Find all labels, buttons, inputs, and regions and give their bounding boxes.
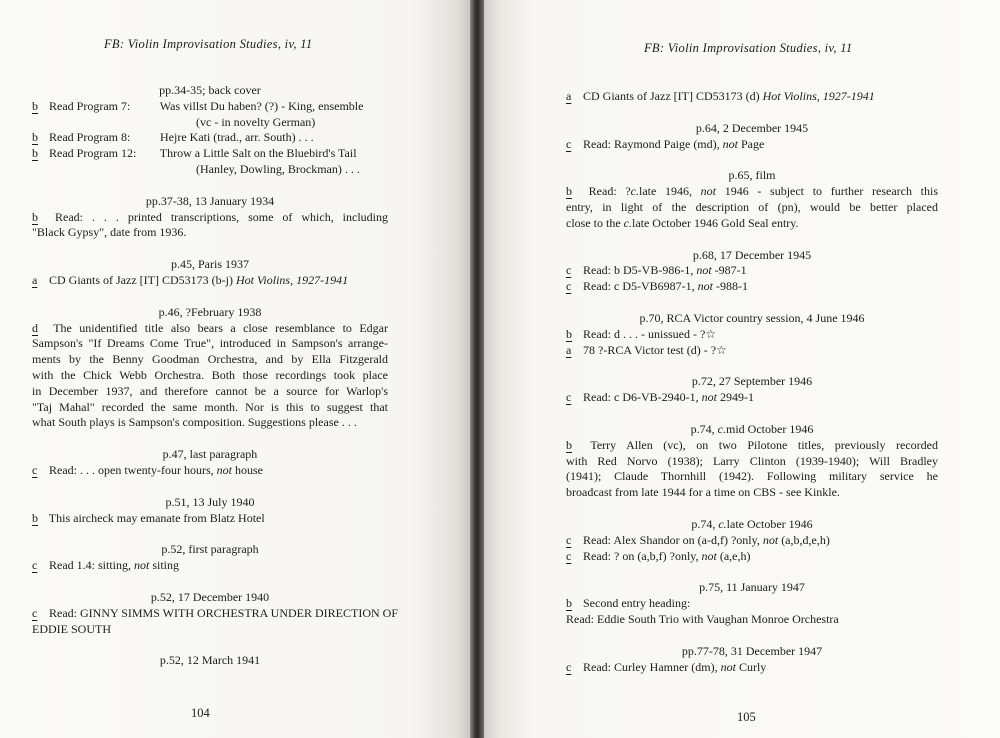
entry-heading: p.70, RCA Victor country session, 4 June 1946 (639, 310, 865, 325)
entry-text: late 1946, (639, 184, 692, 199)
entry-line (32, 99, 388, 115)
entry-heading-text: late October 1946 (726, 516, 813, 531)
not-word: not (700, 184, 717, 199)
entry-mark: b (32, 98, 38, 113)
entry-p45 (32, 257, 388, 289)
entry-line (566, 596, 938, 612)
entry-line: (Hanley, Dowling, Brockman) . . . (196, 161, 360, 176)
entry-p68 (566, 248, 938, 295)
entry-line: entry, in light of the description of (pn), would be better placed (566, 199, 938, 214)
entry-line (32, 210, 388, 226)
entry-mark: c (566, 136, 572, 151)
entry-mark: b (32, 510, 38, 525)
entry-mark: c (32, 605, 38, 620)
entry-mark: a (566, 89, 572, 103)
entry-mark: b (566, 326, 572, 341)
entry-line (566, 390, 938, 406)
entry-text: Second entry heading: (583, 596, 691, 611)
entry-mark: b (32, 130, 38, 145)
entry-text: Read: b D5-VB-986-1, (583, 263, 694, 278)
entry-p46 (32, 305, 388, 431)
right-page (484, 0, 1000, 738)
entry-text: This aircheck may emanate from Blatz Hotel (48, 510, 265, 525)
entry-heading: p.52, first paragraph (161, 542, 259, 557)
page-number: 104 (191, 706, 210, 720)
entry-line: "Taj Mahal" recorded the same month. Nor is this to suggest that (32, 399, 388, 414)
not-word: not (216, 462, 232, 477)
entry-text: Read: GINNY SIMMS WITH ORCHESTRA UNDER DIRECTION OF (49, 605, 399, 620)
entry-p47 (32, 447, 388, 479)
page-number: 105 (737, 710, 756, 724)
entry-p75 (566, 580, 938, 627)
entry-text: 1946 - subject to further research this (724, 184, 938, 199)
entry-mark: b (566, 596, 572, 611)
entry-line (566, 216, 938, 232)
entry-line (566, 343, 938, 359)
entry-heading: p.72, 27 September 1946 (691, 374, 813, 389)
entry-heading: p.47, last paragraph (162, 447, 258, 462)
entry-text: CD Giants of Jazz [IT] CD53173 (d) (583, 89, 760, 103)
entry-mark: b (32, 209, 38, 224)
entry-heading: p.64, 2 December 1945 (695, 120, 809, 135)
entry-heading: pp.34-35; back cover (159, 83, 261, 97)
entry-p65 (566, 168, 938, 231)
not-word: not (697, 279, 713, 294)
entry-line (32, 321, 388, 337)
entry-mark: c (566, 659, 572, 674)
entry-text: 78 ?-RCA Victor test (d) - ?☆ (583, 342, 727, 357)
entry-p74-late (566, 517, 938, 564)
entry-p51 (32, 495, 388, 527)
entry-line (566, 327, 938, 343)
entry-heading (566, 422, 938, 438)
entry-text: Read: ? (588, 184, 631, 199)
album-title: Hot Violins, 1927-1941 (762, 89, 875, 103)
entry-heading: p.75, 11 January 1947 (699, 580, 805, 595)
entry-text: Read: . . . open twenty-four hours, (49, 462, 214, 477)
entry-line: (1941); Claude Thornhill (1942). Following military service he (566, 469, 938, 484)
entry-mark: b (32, 146, 38, 161)
entry-p70 (566, 311, 938, 358)
running-header: FB: Violin Improvisation Studies, iv, 11 (644, 41, 853, 55)
entry-line (32, 463, 388, 479)
entry-mark: c (566, 548, 572, 563)
entry-line (566, 137, 938, 153)
entry-text: Read: Curley Hamner (dm), (583, 659, 718, 674)
entry-heading: p.51, 13 July 1940 (165, 494, 255, 509)
entry-text: Read: Alex Shandor on (a-d,f) ?only, (583, 532, 760, 547)
circa-abbrev: c. (717, 421, 726, 436)
entry-heading: p.65, film (728, 168, 776, 183)
entry-label: Read Program 12: (49, 146, 137, 161)
entry-text: close to the (566, 215, 621, 230)
entry-line: Sampson's "If Dreams Come True", introduced in Sampson's arrange- (32, 336, 388, 351)
entry-line (566, 279, 938, 295)
entry-line: with Red Norvo (1938); Larry Clinton (1939-1940); Will Bradley (566, 453, 938, 468)
entry-pp77-78 (566, 644, 938, 676)
circa-abbrev: c. (623, 215, 632, 230)
entry-heading-text: p.74, (690, 421, 715, 436)
entry-text: Hejre Kati (trad., arr. South) . . . (160, 130, 314, 145)
entry-text: late October 1946 Gold Seal entry. (631, 215, 799, 230)
entry-text: Terry Allen (vc), on two Pilotone titles, previously recorded (590, 437, 938, 452)
entry-mark: b (566, 437, 572, 452)
entry-text: 2949-1 (719, 390, 754, 405)
entry-mark: c (32, 558, 38, 573)
entry-line (32, 511, 388, 527)
not-word: not (722, 136, 738, 151)
book-gutter (470, 0, 484, 738)
entry-p72 (566, 374, 938, 406)
circa-abbrev: c. (718, 516, 727, 531)
entry-text: -988-1 (716, 279, 748, 294)
entry-line: (vc - in novelty German) (196, 114, 316, 129)
not-word: not (762, 532, 779, 547)
entry-heading: p.46, ?February 1938 (158, 304, 262, 319)
entry-line: in December 1937, and therefore cannot be a source for Warlop's (32, 383, 388, 398)
entry-mark: c (566, 263, 572, 278)
entry-mark: b (566, 184, 572, 199)
entry-text: Read: ? on (a,b,f) ?only, (583, 548, 699, 563)
not-word: not (720, 659, 736, 674)
not-word: not (701, 548, 717, 563)
entries-right (566, 89, 938, 675)
entry-text: CD Giants of Jazz [IT] CD53173 (b-j) (49, 272, 233, 287)
entry-mark: a (566, 342, 572, 357)
entry-text: Curly (738, 659, 767, 674)
entry-label: Read Program 8: (49, 130, 131, 145)
entry-text: Read: c D5-VB6987-1, (583, 279, 695, 294)
entry-heading: p.68, 17 December 1945 (692, 247, 812, 262)
entry-heading: pp.77-78, 31 December 1947 (681, 643, 823, 658)
entry-text: siting (152, 558, 180, 573)
entry-text: Throw a Little Salt on the Bluebird's Tail (159, 146, 357, 161)
entry-pp34-35 (32, 83, 388, 178)
entry-text: Page (740, 136, 765, 151)
entry-text: Was villst Du haben? (?) - King, ensemble (159, 98, 364, 113)
entry-line: ments by the Benny Goodman Orchestra, and by Ella Fitzgerald (32, 352, 388, 367)
entry-line (566, 438, 938, 454)
entry-heading: p.52, 12 March 1941 (159, 653, 261, 668)
entry-heading (566, 517, 938, 533)
entry-text: Read 1.4: sitting, (49, 558, 131, 573)
entry-line (566, 263, 938, 279)
circa-abbrev: c. (630, 184, 639, 199)
entry-line (566, 89, 938, 105)
entry-heading: p.45, Paris 1937 (171, 257, 249, 272)
entry-p64 (566, 121, 938, 153)
entry-text: -987-1 (714, 263, 747, 278)
entry-p52-dec (32, 589, 399, 637)
entry-mark: c (566, 390, 572, 405)
entry-line: what South plays is Sampson's composition. Suggestions please . . . (32, 415, 357, 430)
entry-line (32, 558, 388, 574)
entry-mark: c (566, 532, 572, 547)
entry-heading-text: p.74, (691, 516, 716, 531)
entry-heading-text: mid October 1946 (726, 421, 814, 436)
entry-line: "Black Gypsy", date from 1936. (32, 225, 187, 240)
entry-text: house (234, 462, 263, 477)
entry-text: (a,b,d,e,h) (781, 532, 830, 547)
entry-heading: pp.37-38, 13 January 1934 (145, 193, 275, 208)
entry-mark: c (566, 279, 572, 294)
entry-mark: d (32, 320, 38, 335)
entry-text: Read: . . . printed transcriptions, some of which, including (54, 209, 389, 224)
entry-line (32, 273, 388, 289)
entry-line: with the Chick Webb Orchestra. Both those recordings took place (32, 367, 388, 382)
entry-mark: a (32, 272, 38, 287)
entry-line (566, 533, 938, 549)
entry-line: EDDIE SOUTH (32, 621, 111, 636)
not-word: not (701, 390, 717, 405)
entry-p52-mar (32, 653, 388, 669)
entry-line: Read: Eddie South Trio with Vaughan Monroe Orchestra (566, 611, 839, 626)
entry-text: Read: d . . . - unissued - ?☆ (583, 326, 717, 341)
entry-line (566, 549, 938, 565)
entry-text: Read: Raymond Paige (md), (583, 136, 720, 151)
entry-line (566, 184, 938, 200)
entry-pp37-38 (32, 194, 388, 241)
not-word: not (134, 558, 150, 573)
album-title: Hot Violins, 1927-1941 (235, 272, 349, 287)
entry-line (32, 130, 388, 146)
entry-p74-mid (566, 422, 938, 501)
entry-p52-first (32, 542, 388, 574)
entry-mark: c (32, 462, 38, 477)
entry-text: (a,e,h) (719, 548, 751, 563)
entry-line: broadcast from late 1944 for a time on CBS - see Kinkle. (566, 485, 840, 500)
running-header: FB: Violin Improvisation Studies, iv, 11 (104, 37, 313, 51)
not-word: not (696, 263, 712, 278)
entry-text: Read: c D6-VB-2940-1, (583, 390, 699, 405)
entry-label: Read Program 7: (49, 98, 131, 113)
entry-line (566, 660, 938, 676)
entry-line (32, 605, 399, 622)
entry-text: The unidentified title also bears a close resemblance to Edgar (53, 320, 388, 335)
left-page (0, 0, 470, 738)
entry-cd-giants (566, 89, 938, 105)
entry-heading: p.52, 17 December 1940 (150, 589, 270, 604)
entry-line (32, 146, 388, 162)
entries-left (32, 83, 399, 669)
